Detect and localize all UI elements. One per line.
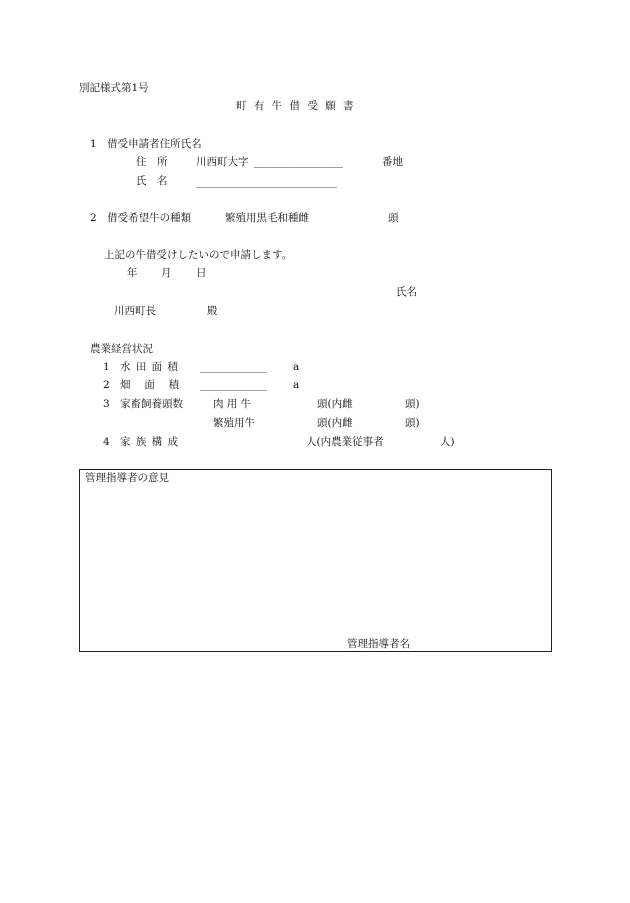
field-blank: ______________ [200, 379, 267, 391]
paddy-label: 水 田 面 積 [120, 361, 179, 373]
opinion-label: 管理指導者の意見 [85, 472, 169, 484]
family-close: 人) [440, 436, 455, 448]
date-day: 日 [196, 267, 207, 279]
page-title: 町 有 牛 借 受 願 書 [236, 100, 354, 112]
field-num: 2 [103, 379, 110, 391]
form-number: 別記様式第1号 [79, 82, 149, 94]
address-label: 住 所 [136, 156, 168, 168]
beef-close: 頭) [405, 398, 420, 410]
addressee-name: 川西町長 [114, 305, 156, 317]
breeding-unit: 頭(内雌 [317, 417, 353, 429]
request-text: 上記の牛借受けしたいので申請します。 [104, 249, 293, 261]
address-suffix: 番地 [382, 156, 403, 168]
signer-label: 管理指導者名 [347, 638, 410, 650]
family-unit: 人(内農業従事者 [306, 436, 384, 448]
section1-heading: 1 借受申請者住所氏名 [90, 138, 202, 150]
family-num: 4 [103, 436, 110, 448]
beef-label: 肉 用 牛 [213, 398, 252, 410]
field-label: 畑 面 積 [120, 379, 180, 391]
date-year: 年 [127, 267, 138, 279]
section2-heading: 2 借受希望牛の種類 [90, 212, 192, 224]
breeding-close: 頭) [405, 417, 420, 429]
address-value: 川西町大字 [196, 156, 249, 168]
beef-unit: 頭(内雌 [317, 398, 353, 410]
opinion-box [79, 469, 552, 652]
paddy-blank: ______________ [200, 361, 267, 373]
farm-heading: 農業経営状況 [90, 343, 153, 355]
addressee-honorific: 殿 [207, 305, 218, 317]
breeding-label: 繁殖用牛 [213, 417, 255, 429]
family-label: 家 族 構 成 [120, 436, 179, 448]
breed-unit: 頭 [388, 212, 399, 224]
livestock-num: 3 [103, 398, 110, 410]
livestock-label: 家畜飼養頭数 [120, 398, 183, 410]
name-label: 氏 名 [136, 175, 168, 187]
name-blank: _____________________________ [196, 176, 337, 188]
breed-value: 繁殖用黒毛和種雌 [225, 212, 309, 224]
field-unit: a [293, 379, 300, 391]
signature-label: 氏名 [396, 286, 417, 298]
address-blank: ___________________ [254, 156, 343, 168]
paddy-num: 1 [103, 361, 110, 373]
date-month: 月 [161, 267, 172, 279]
paddy-unit: a [293, 361, 300, 373]
